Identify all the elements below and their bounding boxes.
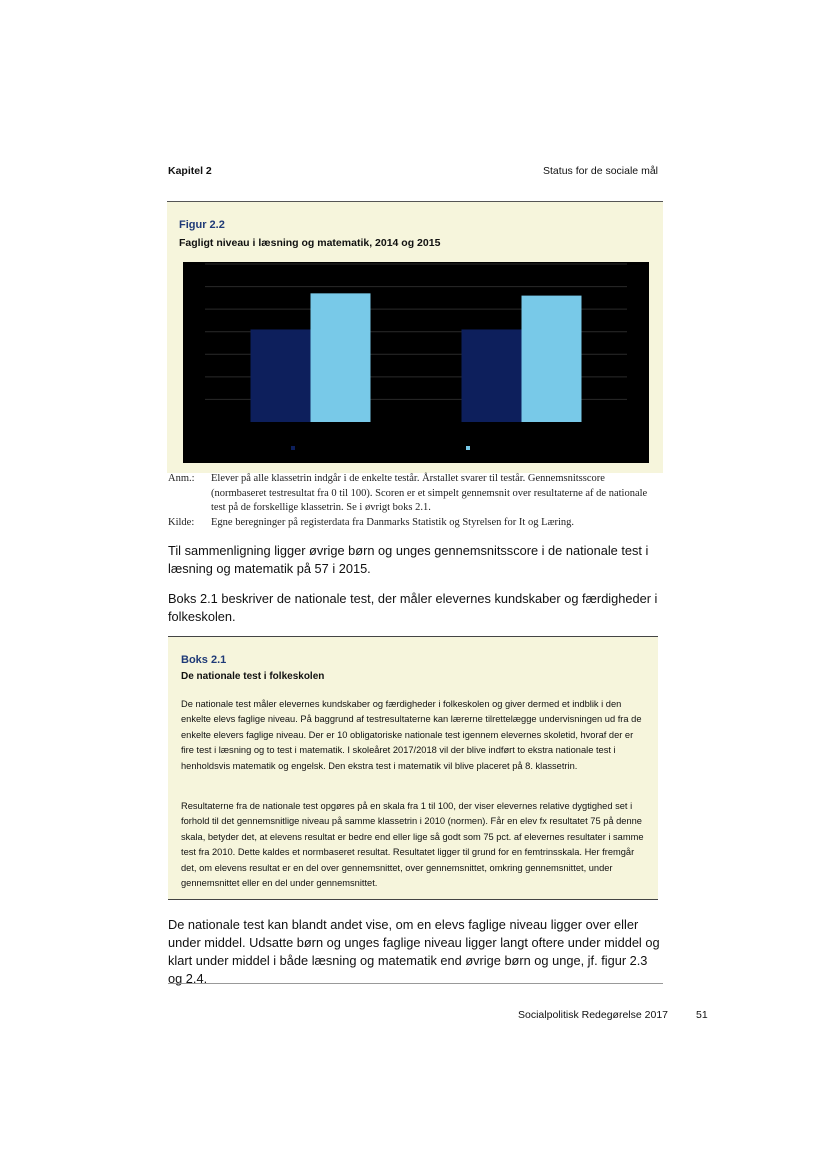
legend-swatch [291, 446, 295, 450]
chart-svg [183, 262, 649, 463]
section-title: Status for de sociale mål [543, 165, 658, 177]
footer-rule [168, 983, 663, 984]
box-title: De nationale test i folkeskolen [181, 671, 325, 682]
page-number: 51 [696, 1009, 708, 1021]
box-number: Boks 2.1 [181, 654, 227, 666]
note-anm [168, 472, 658, 516]
box-paragraph-1: De nationale test måler elevernes kundskaber og færdigheder i folkeskolen og giver dermed et indblik i den enkelte elevs faglige niveau. På baggrund af testresultaterne kan lærerne tilrettelægge undervisningen ud fra de enkelte elevers faglige niveau. Der er 10 obligatoriske nationale test igennem elevernes skoletid, hvoraf der er fire test i læsning og to test i matematik. I skoleåret 2017/2018 vil der blive indført to ekstra nationale test i henholdsvis matematik og engelsk. Den ekstra test i matematik vil blive placeret på 8. klassetrin. [181, 699, 642, 771]
figure-notes [168, 472, 658, 530]
paragraph-1: Til sammenligning ligger øvrige børn og unges gennemsnitsscore i de nationale test i læsning og matematik på 57 i 2015. [168, 543, 649, 576]
figure-box [167, 201, 663, 473]
info-box [168, 636, 658, 900]
box-paragraph-2: Resultaterne fra de nationale test opgøres på en skala fra 1 til 100, der viser elevernes relative dygtighed set i forhold til det gennemsnitlige niveau på samme klassetrin i 2010 (normen). Får en elev fx resultatet 75 på denne skala, betyder det, at elevens resultat er bedre end eller lige så godt som 75 pct. af elevernes resultater i samme test fra 2010. Dette kaldes et normbaseret resultat. Resultatet ligger til grund for en femtrinsskala. Her fremgår det, om elevens resultat er en del over gennemsnittet, over gennemsnittet, omkring gennemsnittet, under gennemsnittet eller en del under gennemsnittet. [181, 801, 644, 889]
note-text: Egne beregninger på registerdata fra Danmarks Statistik og Styrelsen for It og Læring. [211, 516, 575, 528]
paragraph-3: De nationale test kan blandt andet vise, om en elevs faglige niveau ligger over eller under middel. Udsatte børn og unges faglige niveau ligger langt oftere under middel og klart under middel i både læsning og matematik end øvrige børn og unge, jf. figur 2.3 og 2.4. [168, 917, 660, 986]
note-label: Kilde: [168, 516, 195, 528]
bar [522, 296, 582, 422]
bar [462, 329, 522, 422]
legend-swatch [466, 446, 470, 450]
note-text: Elever på alle klassetrin indgår i de enkelte testår. Årstallet svarer til testår. Gennemsnitsscore (normbaseret testresultat fra 0 til 100). Scoren er et simpelt gennemsnit over resultaterne af de nationale test på de forskellige klassetrin. Se i øvrigt boks 2.1. [211, 473, 648, 513]
note-kilde [168, 516, 658, 531]
chapter-label: Kapitel 2 [168, 165, 212, 177]
note-label: Anm.: [168, 473, 195, 484]
chart [183, 262, 649, 463]
bar [311, 293, 371, 422]
bar [251, 329, 311, 422]
paragraph-2: Boks 2.1 beskriver de nationale test, der måler elevernes kundskaber og færdigheder i folkeskolen. [168, 591, 658, 624]
figure-number: Figur 2.2 [179, 219, 225, 231]
figure-title: Fagligt niveau i læsning og matematik, 2014 og 2015 [179, 237, 441, 249]
publication-title: Socialpolitisk Redegørelse 2017 [518, 1009, 668, 1021]
